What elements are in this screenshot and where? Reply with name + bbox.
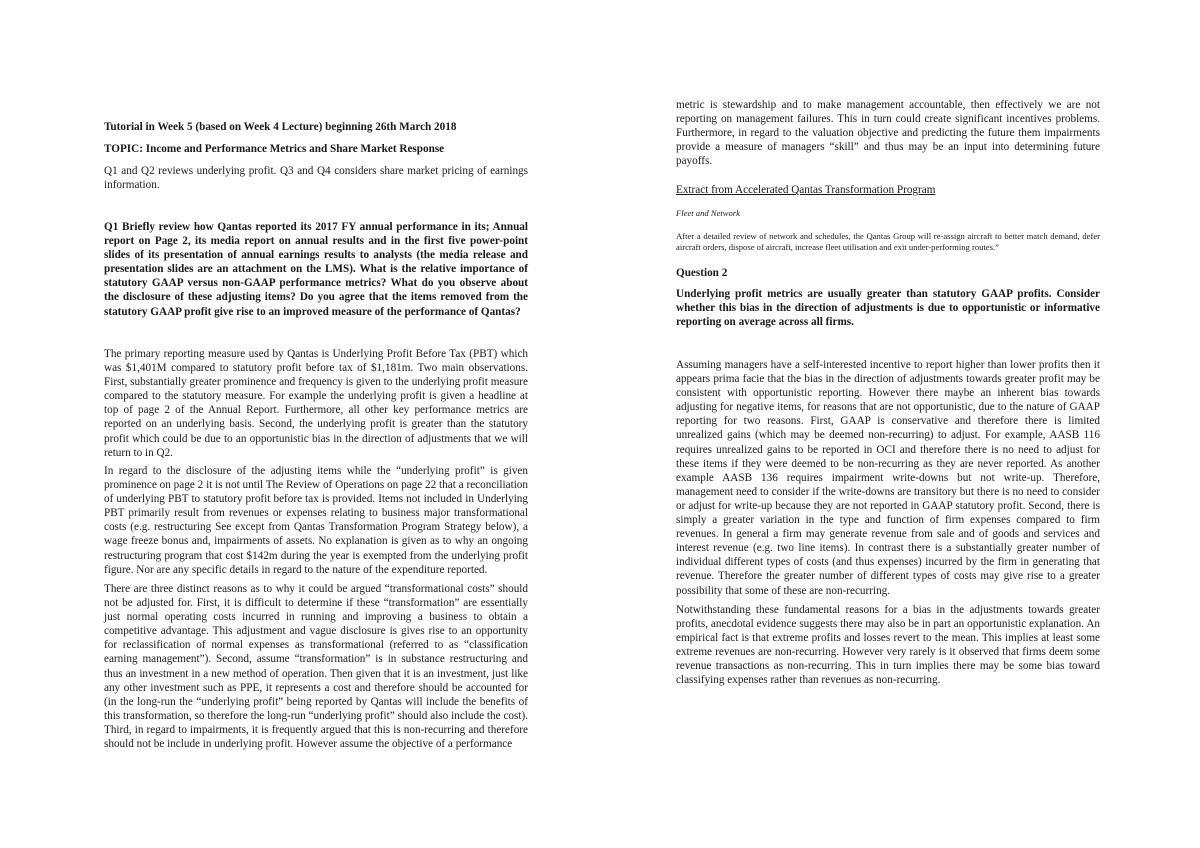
question-2: Underlying profit metrics are usually greater than statutory GAAP profits. Consider whether this bias in the direction of adjustments is due to opportunistic or informative reporting on average across all firms.	[676, 288, 1100, 329]
answer-2-paragraph-2: Notwithstanding these fundamental reasons for a bias in the adjustments towards greater profits, anecdotal evidence suggests there may also be in part an opportunistic explanation. An empirical fact is that extreme profits and losses revert to the mean. This implies at least some extreme revenues are non-recurring. However very rarely is it observed that firms deem some revenue transactions as non-recurring. This in turn implies there may be some bias toward classifying expenses rather than revenues as non-recurring.	[676, 604, 1100, 687]
extract-subheading: Fleet and Network	[676, 208, 740, 218]
topic-heading: TOPIC: Income and Performance Metrics and Share Market Response	[104, 143, 445, 155]
continued-paragraph: metric is stewardship and to make management accountable, then effectively we are not reporting on management failures. This in turn could create significant incentives problems. Furthermore, in regard to the valuation objective and predicting the future them impairments provide a measure of managers “skill” and thus may be an input into determining future payoffs.	[676, 99, 1100, 168]
answer-1-paragraph-2: In regard to the disclosure of the adjusting items while the “underlying profit” is given prominence on page 2 it is not until The Review of Operations on page 22 that a reconciliation of underlying PBT to statutory profit before tax is provided. Items not included in Underlying PBT primarily result from revenues or expenses relating to business major transformational costs (e.g. restructuring See except from Qantas Transformation Program Strategy below), a wage freeze bonus and, impairments of assets. No explanation is given as to why an ongoing restructuring program that cost $142m during the year is exempted from the underlying profit figure. Nor are any specific details in regard to the nature of the expenditure reported.	[104, 465, 528, 576]
tutorial-title: Tutorial in Week 5 (based on Week 4 Lecture) beginning 26th March 2018	[104, 121, 457, 133]
question-1: Q1 Briefly review how Qantas reported its 2017 FY annual performance in its; Annual report on Page 2, its media report on annual results and in the first five power-point slides of its presentation of annual earnings results to analysts (the media release and presentation slides are an attachment on the LMS). What is the relative importance of statutory GAAP versus non-GAAP performance metrics? What do you observe about the disclosure of these adjusting items? Do you agree that the items removed from the statutory GAAP profit give rise to an improved measure of the performance of Qantas?	[104, 221, 528, 318]
question-2-label: Question 2	[676, 267, 728, 279]
intro-text: Q1 and Q2 reviews underlying profit. Q3 and Q4 considers share market pricing of earnings information.	[104, 165, 528, 192]
answer-1-paragraph-3: There are three distinct reasons as to why it could be argued “transformational costs” should not be adjusted for. First, it is difficult to determine if these “transformation” are essentially just normal operating costs incurred in running and improving a business to obtain a competitive advantage. This adjustment and vague disclosure is gives rise to an opportunity for reclassification of normal expenses as transformational (referred to as “classification earning management”). Second, assume “transformation” is in substance restructuring and thus an investment in a new method of operation. Then given that it is an investment, just like any other investment such as PPE, it represents a cost and therefore should be accounted for (in the long-run the “underlying profit” being reported by Qantas will include the benefits of this transformation, so therefore the long-run “underlying profit” should also include the cost). Third, in regard to impairments, it is frequently argued that this is non-recurring and therefore should not be include in underlying profit. However assume the objective of a performance	[104, 583, 528, 751]
answer-2-paragraph-1: Assuming managers have a self-interested incentive to report higher than lower profits then it appears prima facie that the bias in the direction of adjustments towards greater profit may be consistent with opportunistic reporting. However there maybe an inherent bias towards adjusting for negative items, for reasons that are not opportunistic, due to the nature of GAAP reporting for two reasons. First, GAAP is conservative and therefore there is limited unrealized gains (which may be deemed non-recurring) to adjust. For example, AASB 116 requires unrealized gains to be reported in OCI and therefore there is no need to adjust for these items if they were deemed to be non-recurring as they are never reported. As another example AASB 136 requires impairment write-downs but not write-up. Therefore, management need to consider if the write-downs are transitory but there is no need to consider or adjust for write-up because they are not reported in GAAP statutory profit. Second, there is simply a greater variation in the type and function of firm expenses compared to firm revenues. In general a firm may generate revenue from sale and of goods and services and interest revenue (e.g. two line items). In contrast there is a substantially greater number of individual different types of costs (and thus expenses) incurred by the firm in generating that revenue. Therefore the greater number of different types of costs may give rise to a greater possibility that some of these are non-recurring.	[676, 359, 1100, 597]
extract-text: After a detailed review of network and schedules, the Qantas Group will re-assign aircraft to better match demand, defer aircraft orders, dispose of aircraft, increase fleet utilisation and exit under-performing routes.”	[676, 231, 1100, 252]
extract-title: Extract from Accelerated Qantas Transformation Program	[676, 184, 936, 196]
answer-1-paragraph-1: The primary reporting measure used by Qantas is Underlying Profit Before Tax (PBT) which was $1,401M compared to statutory profit before tax of $1,181m. Two main observations. First, substantially greater prominence and frequency is given to the underlying profit measure compared to the statutory measure. For example the underlying profit is given a headline at top of page 2 of the Annual Report. Furthermore, all other key performance metrics are reported on an underlying basis. Second, the underlying profit is greater than the statutory profit which could be due to an opportunistic bias in the direction of adjustments that we will return to in Q2.	[104, 348, 528, 459]
